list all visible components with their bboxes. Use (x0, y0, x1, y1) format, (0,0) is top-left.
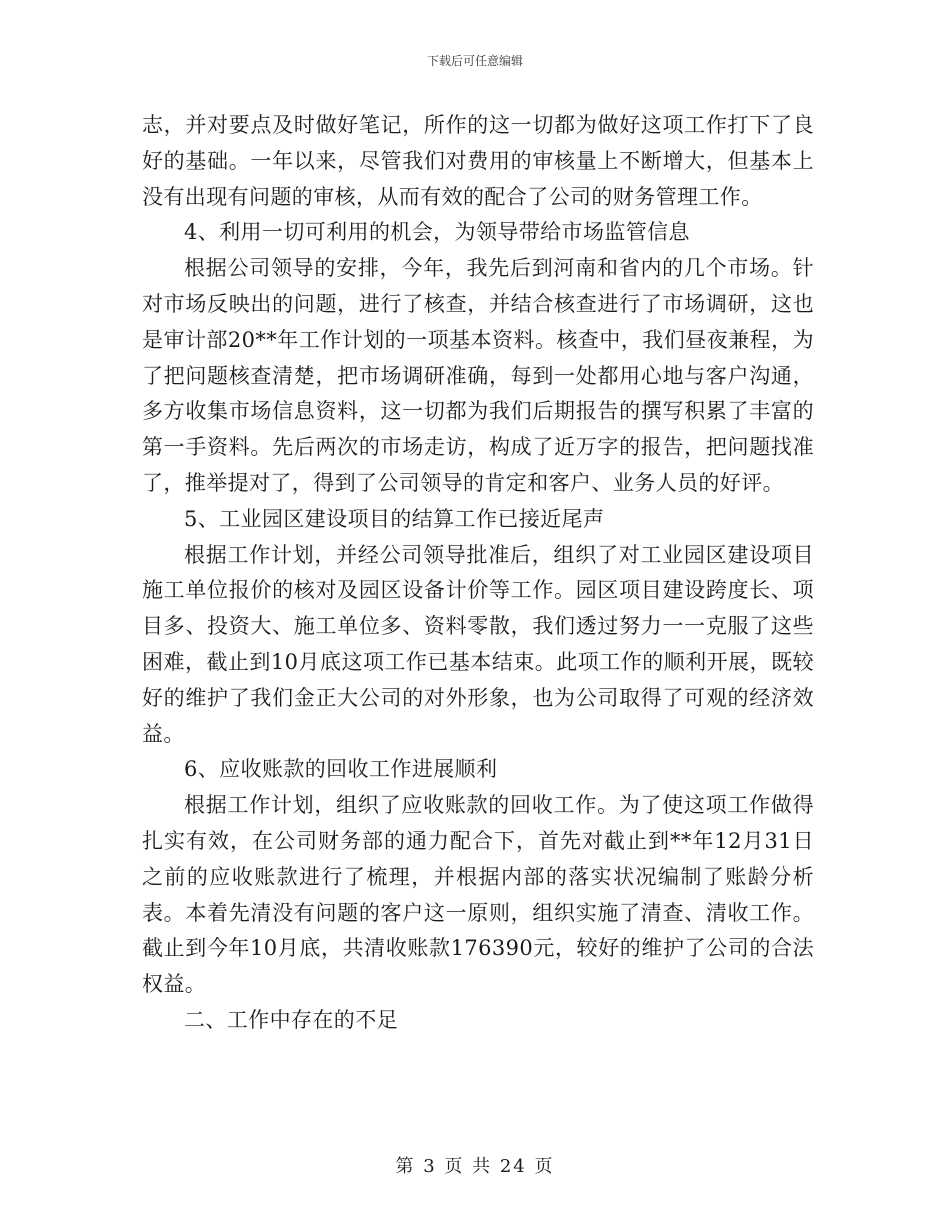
paragraph-market-survey: 根据公司领导的安排，今年，我先后到河南和省内的几个市场。针对市场反映出的问题，进行了核查，并结合核查进行了市场调研，这也是审计部20**年工作计划的一项基本资料。核查中，我们昼夜兼程，为了把问题核查清楚，把市场调研准确，每到一处都用心地与客户沟通，多方收集市场信息资料，这一切都为我们后期报告的撰写积累了丰富的第一手资料。先后两次的市场走访，构成了近万字的报告，把问题找准了，推举提对了，得到了公司领导的肯定和客户、业务人员的好评。 (142, 256, 814, 495)
section-heading-6: 6、应收账款的回收工作进展顺利 (184, 757, 498, 782)
section-heading-5: 5、工业园区建设项目的结算工作已接近尾声 (184, 506, 605, 531)
paragraph-receivables: 根据工作计划，组织了应收账款的回收工作。为了使这项工作做得扎实有效，在公司财务部的通力配合下，首先对截止到**年12月31日之前的应收账款进行了梳理，并根据内部的落实状况编制了账龄分析表。本着先清没有问题的客户这一原则，组织实施了清查、清收工作。截止到今年10月底，共清收账款176390元，较好的维护了公司的合法权益。 (142, 793, 814, 997)
page-number-footer: 第 3 页 共 24 页 (395, 1156, 555, 1177)
document-body (142, 108, 814, 1039)
paragraph-industrial-park: 根据工作计划，并经公司领导批准后，组织了对工业园区建设项目施工单位报价的核对及园区设备计价等工作。园区项目建设跨度长、项目多、投资大、施工单位多、资料零散，我们透过努力一一克服了这些困难，截止到10月底这项工作已基本结束。此项工作的顺利开展，既较好的维护了我们金正大公司的对外形象，也为公司取得了可观的经济效益。 (142, 542, 814, 746)
page-header: 下载后可任意编辑 (426, 54, 523, 68)
paragraph-continuation: 志，并对要点及时做好笔记，所作的这一切都为做好这项工作打下了良好的基础。一年以来，尽管我们对费用的审核量上不断增大，但基本上没有出现有问题的审核，从而有效的配合了公司的财务管理工作。 (142, 113, 814, 209)
section-heading-shortcomings: 二、工作中存在的不足 (184, 1007, 398, 1032)
section-heading-4: 4、利用一切可利用的机会，为领导带给市场监管信息 (184, 220, 690, 245)
